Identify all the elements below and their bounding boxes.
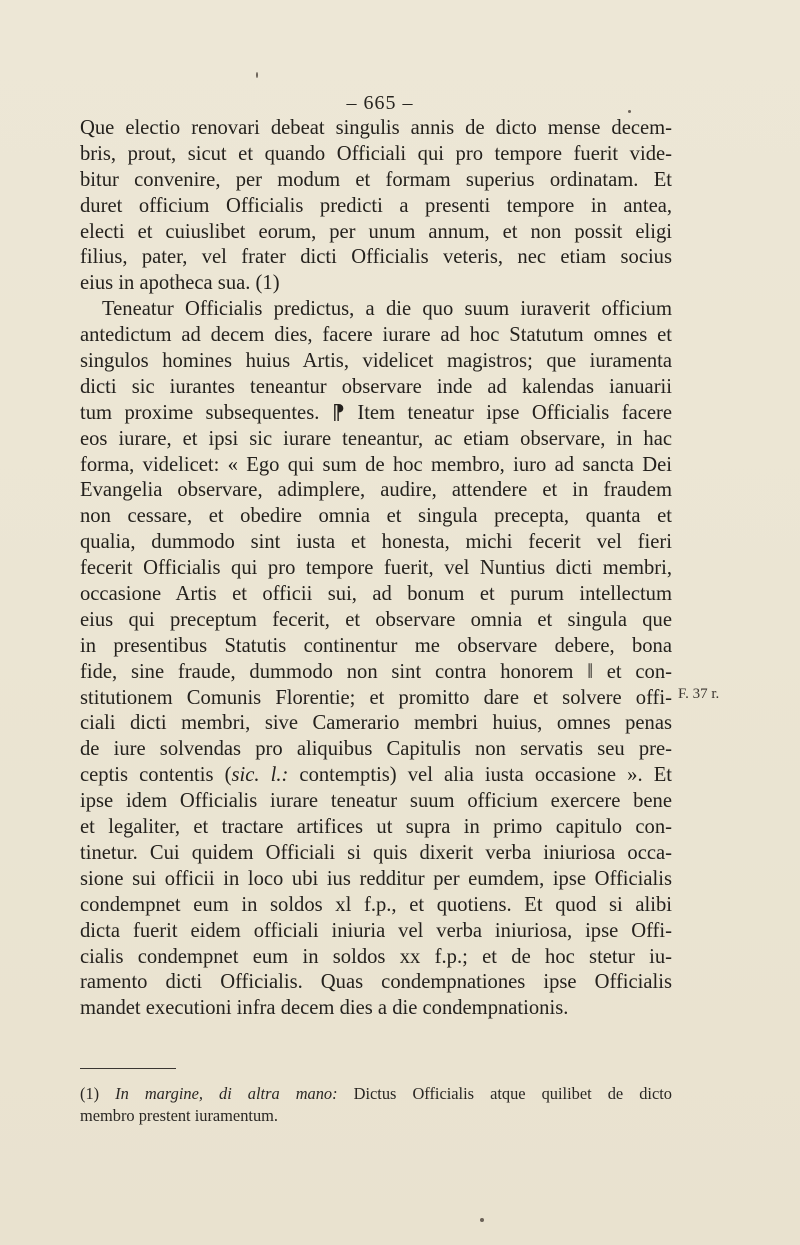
text-line: tinetur. Cui quidem Officiali si quis dixerit verba iniuriosa occa-: [80, 841, 672, 864]
footnote-text: Dictus Officialis atque quilibet de dicto: [337, 1084, 672, 1103]
text-line: dicti sic iurantes teneantur observare inde ad kalendas ianuarii: [80, 375, 672, 398]
footnote-line: [80, 1083, 672, 1105]
text-line: non cessare, et obedire omnia et singula precepta, quanta et: [80, 505, 672, 528]
text-line: Que electio renovari debeat singulis annis de dicto mense decem-: [80, 117, 672, 139]
text-line: cialis condempnet eum in soldos xx f.p.; et de hoc stetur iu-: [80, 945, 672, 968]
paper-speck: [256, 72, 258, 78]
footnote-italic: In margine, di altra mano:: [115, 1084, 338, 1103]
footnote-divider: [80, 1068, 176, 1069]
line-segment: contemptis) vel alia iusta occasione ». Et: [288, 764, 672, 787]
line-segment: ceptis contentis (: [80, 764, 232, 787]
text-line: dicta fuerit eidem officiali iniuria vel verba iniuriosa, ipse Offi-: [80, 919, 672, 942]
text-line: ipse idem Officialis iurare teneatur suum officium exercere bene: [80, 790, 672, 813]
text-line: de iure solvendas pro aliquibus Capitulis non servatis seu pre-: [80, 738, 672, 761]
text-line: bris, prout, sicut et quando Officiali qui pro tempore fuerit vide-: [80, 142, 672, 165]
margin-folio-note: F. 37 r.: [678, 686, 720, 702]
footnote-line: membro prestent iuramentum.: [80, 1106, 279, 1125]
text-line: Evangelia observare, adimplere, audire, attendere et in fraudem: [80, 479, 672, 502]
italic-note: sic. l.:: [231, 764, 289, 787]
text-line: eius qui preceptum fecerit, et observare omnia et singula que: [80, 608, 672, 631]
footnote: [80, 1083, 672, 1127]
text-line: singulos homines huius Artis, videlicet magistros; que iuramenta: [80, 350, 672, 373]
body-text: [80, 116, 672, 1022]
page-number: – 665 –: [346, 92, 414, 114]
text-line: mandet executioni infra decem dies a die condempnationis.: [80, 997, 569, 1020]
text-line: filius, pater, vel frater dicti Officialis veteris, nec etiam socius: [80, 246, 672, 269]
text-line: qualia, dummodo sint iusta et honesta, michi fecerit vel fieri: [80, 531, 672, 554]
footnote-marker: (1): [80, 1084, 116, 1103]
text-line: bitur convenire, per modum et formam superius ordinatam. Et: [80, 168, 672, 191]
text-line: fide, sine fraude, dummodo non sint contra honorem ‖ et con-: [80, 660, 672, 683]
text-line: forma, videlicet: « Ego qui sum de hoc membro, iuro ad sancta Dei: [80, 453, 672, 476]
text-line: tum proxime subsequentes. ⁋ Item teneatur ipse Officialis facere: [80, 401, 672, 424]
text-line: eius in apotheca sua. (1): [80, 272, 280, 295]
text-line: electi et cuiuslibet eorum, per unum annum, et non possit eligi: [80, 220, 672, 243]
paragraph-start-line: Teneatur Officialis predictus, a die quo suum iuraverit officium: [102, 298, 672, 321]
text-line: stitutionem Comunis Florentie; et promitto dare et solvere offi-: [80, 686, 672, 709]
text-line: duret officium Officialis predicti a presenti tempore in antea,: [80, 194, 672, 217]
text-line: sione sui officii in loco ubi ius redditur per eumdem, ipse Officialis: [80, 867, 672, 890]
text-line: occasione Artis et officii sui, ad bonum et purum intellectum: [80, 583, 672, 606]
text-line: fecerit Officialis qui pro tempore fuerit, vel Nuntius dicti membri,: [80, 557, 672, 580]
paper-speck: [480, 1218, 484, 1222]
text-line: eos iurare, et ipsi sic iurare teneantur, ac etiam observare, in hac: [80, 427, 672, 450]
paper-speck: [628, 110, 631, 113]
text-line: antedictum ad decem dies, facere iurare ad hoc Statutum omnes et: [80, 324, 672, 347]
text-line: in presentibus Statutis continentur me observare debere, bona: [80, 634, 672, 657]
text-line: ramento dicti Officialis. Quas condempnationes ipse Officialis: [80, 971, 672, 994]
text-line: ciali dicti membri, sive Camerario membri huius, omnes penas: [80, 712, 672, 735]
text-line: et legaliter, et tractare artifices ut supra in primo capitulo con-: [80, 816, 672, 839]
text-line: condempnet eum in soldos xl f.p., et quotiens. Et quod si alibi: [80, 893, 672, 916]
text-line-with-italic: [80, 763, 672, 789]
